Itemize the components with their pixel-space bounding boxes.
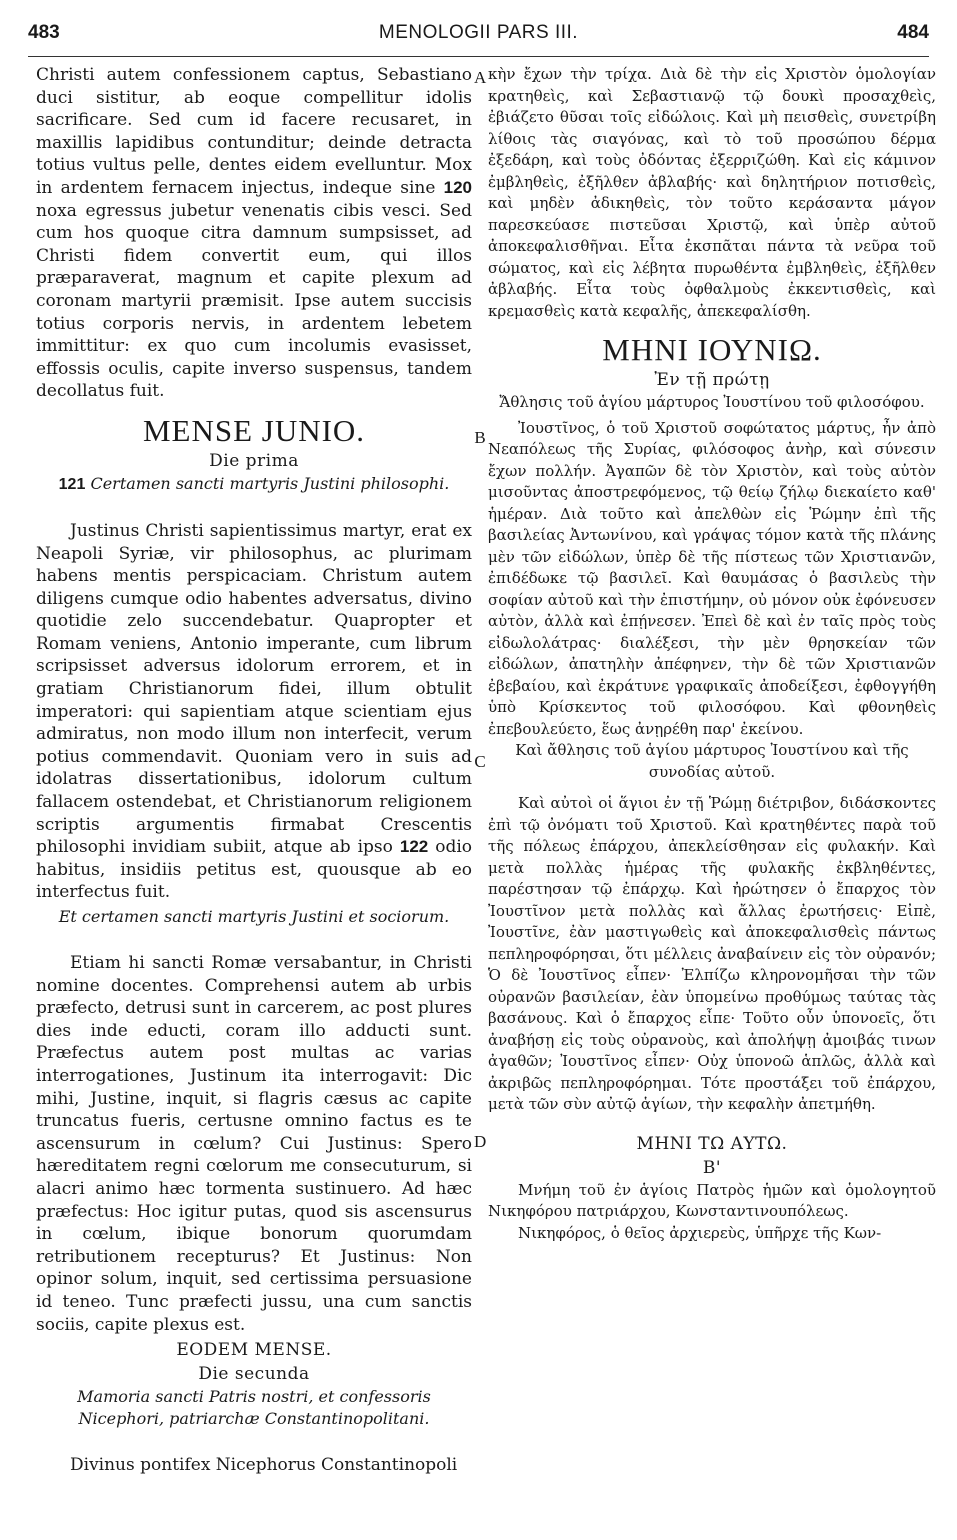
margin-marker-a: A: [474, 68, 487, 87]
latin-column: [36, 64, 472, 1477]
latin-intro-paragraph: Christi autem confessionem captus, Sebastiano duci sistitur, ab eoque compellitur idolis sacrificare. Sed cum id facere recusaret, in maxillis lapidibus contunditur; deinde detracta totius vultus pelle, dentes eidem evelluntur. Mox in ardentem fernacem injectus, indeque sine 120 noxa egressus jubetur venenatis cibis vesci. Sed cum hos quoque citra damnum sumpsisset, ad Christi fidem convertit eum, qui illos præparaverat, magnum et capite plexum ad coronam martyrii præmisit. Ipse autem succisis totius corporis nervis, in ardentem lebetem immittitur: ex quo cum incolumis evasisset, effossis oculis, capite inverso suspensus, tandem decollatus fuit.: [36, 65, 473, 402]
greek-month-heading: ΜΗΝΙ ΙΟΥΝΙΩ.: [602, 332, 822, 367]
latin-final-line: Divinus pontifex Nicephorus Constantinopoli: [70, 1455, 458, 1476]
greek-title-justin: Ἄθλησις τοῦ ἁγίου μάρτυρος Ἰουστίνου τοῦ φιλοσόφου.: [499, 393, 925, 411]
margin-marker-c: C: [474, 752, 486, 771]
section-number-121: 121: [58, 475, 86, 493]
latin-day-heading: Die prima: [209, 450, 299, 471]
latin-eodem-heading: EODEM MENSE.: [176, 1340, 332, 1361]
page-number-left: 483: [28, 22, 60, 43]
greek-same-month-heading: ΜΗΝΙ ΤΩ ΑΥΤΩ.: [636, 1133, 788, 1154]
section-number-122: 122: [399, 837, 429, 857]
latin-title-sociorum: Et certamen sancti martyris Justini et sociorum.: [58, 907, 450, 926]
margin-marker-b: B: [474, 428, 486, 447]
latin-paragraph-justinus: Justinus Christi sapientissimus martyr, erat ex Neapoli Syriæ, vir philosophus, ac plurimam habens mentis perspicaciam. Christum autem diligens cumque odio habentes adversatus, divino quotidie zelo succendebatur. Quapropter et Romam veniens, Antonio imperante, cum librum scripsisset adversus idolorum errorem, et in gratiam Christianorum fidei, illum obtulit imperatori: qui sapientiam atque scientiam ejus admiratus, non modo illum non interfecit, verum potius commendavit. Quoniam vero in suis ad idolatras dissertationibus, idolorum cultum fallacem ostendebat, et Christianorum religionem scriptis argumentis firmabat Crescentis philosophi invidiam subiit, atque ab ipso 122 odio habitus, insidiis petitus est, quousque ab eo interfectus fuit.: [36, 520, 473, 903]
latin-month-heading: MENSE JUNIO.: [142, 412, 366, 448]
running-title: MENOLOGII PARS III.: [378, 22, 579, 43]
latin-title-nicephori: Mamoria sancti Patris nostri, et confessoris Nicephori, patriarchæ Constantinopolitani.: [77, 1387, 431, 1429]
greek-intro-paragraph: κὴν ἔχων τὴν τρίχα. Διὰ δὲ τὴν εἰς Χριστὸν ὁμολογίαν κρατηθεὶς, καὶ Σεβαστιανῷ τῷ δουκὶ προσαχθεὶς, ἐβιάζετο θῦσαι τοῖς εἰδώλοις. Καὶ μὴ πεισθεὶς, συνετρίβη λίθοις τὰς σιαγόνας, καὶ τὸ τοῦ προσώπου δέρμα ἐξεδάρη, καὶ τοὺς ὀδόντας ἐξερριζώθη. Καὶ εἰς κάμινον ἐμβληθεὶς, ἐξῆλθεν ἀβλαβής· καὶ δηλητήριον ποτισθεὶς, καὶ μηδὲν ἀδικηθεὶς, τὸν τοῦτο κεράσαντα μάγον παρεσκεύασε πιστεῦσαι Χριστῷ, καὶ ὑπὲρ αὐτοῦ ἀποκεφαλισθῆναι. Εἶτα ἐκσπᾶται πάντα τὰ νεῦρα τοῦ σώματος, καὶ εἰς λέβητα πυρωθέντα ἐμβληθεὶς, ἐξῆλθεν ἀβλαβής. Εἶτα τοὺς ὀφθαλμοὺς ἐκκεντισθεὶς, καὶ κρεμασθεὶς κατὰ κεφαλῆς, ἀπεκεφαλίσθη.: [488, 65, 936, 320]
header-rule: [28, 56, 929, 57]
latin-paragraph-sociorum: Etiam hi sancti Romæ versabantur, in Christi nomine docentes. Comprehensi autem ab urbis præfecto, detrusi sunt in carcerem, ac post plures dies inde educti, coram illo adducti sunt. Præfectus autem post multas ac varias interrogationes, Justinum ita interrogavit: Dic mihi, Justine, inquit, si flagris cæsus ac capite truncatus fueris, certusne omnino factus es te ascensurum in cœlum? Cui Justinus: Spero hæreditatem regni cœlorum me consecuturum, si alacri animo hæc tormenta sustinuero. Ad hæc præfectus: Hoc igitur putas, quod sis ascensurus in cœlum, ibique bonorum quorumdam retributionem recepturus? Et Justinus: Non opinor solum, inquit, sed certissima persuasione id teneo. Tunc præfecti jussu, una cum sanctis sociis, capite plexus est.: [36, 953, 472, 1335]
page-number-right: 484: [897, 22, 929, 43]
greek-final-line: Νικηφόρος, ὁ θεῖος ἀρχιερεὺς, ὑπῆρχε τῆς Κων-: [518, 1223, 882, 1242]
greek-day-heading: Ἐν τῇ πρώτῃ: [654, 370, 770, 390]
page-header: [28, 16, 929, 56]
latin-day-two-heading: Die secunda: [198, 1364, 310, 1385]
greek-day-two-heading: Β': [702, 1157, 722, 1178]
greek-paragraph-sociorum: Καὶ αὐτοὶ οἱ ἅγιοι ἐν τῇ Ῥώμῃ διέτριβον, διδάσκοντες ἐπὶ τῷ ὀνόματι τοῦ Χριστοῦ. Καὶ κρατηθέντες παρὰ τοῦ τῆς πόλεως ἐπάρχου, ἀπεκλείσθησαν εἰς φυλακήν. Καὶ μετὰ πολλὰς ἡμέρας τῆς φυλακῆς ἐκβληθέντες, παρέστησαν τῷ ἐπάρχῳ. Καὶ ἠρώτησεν ὁ ἔπαρχος τὸν Ἰουστῖνον μετὰ πολλὰς καὶ ἄλλας ἐρωτήσεις· Εἰπὲ, Ἰουστῖνε, ἐὰν μαστιγωθεὶς καὶ ἀποκεφαλισθεὶς πάντως πεπληροφόρησαι, ὅτι μέλλεις ἀναβαίνειν εἰς τὸν οὐρανόν; Ὁ δὲ Ἰουστῖνος εἶπεν· Ἐλπίζω κληρονομῆσαι τὴν τῶν οὐρανῶν βασιλείαν, ἐὰν ὑπομείνω προθύμως ταύτας τὰς βασάνους. Καὶ ὁ ἔπαρχος εἶπε· Τοῦτο οὖν ὑπονοεῖς, ὅτι ἀναβήσῃ εἰς τοὺς οὐρανοὺς, καὶ ἀπολήψῃ ἀμοιβάς τινων ἀγαθῶν; Ἰουστῖνος εἶπεν· Οὐχ ὑπονοῶ ἁπλῶς, ἀλλὰ καὶ ἀκριβῶς πεπληροφόρημαι. Τότε προστάξει τοῦ ἐπάρχου, μετὰ τῶν σὺν αὐτῷ ἁγίων, τὴν κεφαλὴν ἀπετμήθη.: [488, 794, 936, 1113]
greek-title-nicephori: Μνήμη τοῦ ἐν ἁγίοις Πατρὸς ἡμῶν καὶ ὁμολογητοῦ Νικηφόρου πατριάρχου, Κωνσταντινουπόλεως.: [488, 1180, 936, 1220]
greek-paragraph-justinus: Ἰουστῖνος, ὁ τοῦ Χριστοῦ σοφώτατος μάρτυς, ἦν ἀπὸ Νεαπόλεως τῆς Συρίας, φιλόσοφος ἀνὴρ, καὶ σύνεσιν ἔχων πολλήν. Ἀγαπῶν δὲ τὸν Χριστὸν, καὶ τοὺς αὐτὸν μισοῦντας ἀποστρεφόμενος, τῷ θείῳ ζήλῳ διεκαίετο καθ' ἡμέραν. Διὰ τοῦτο καὶ ἀπελθὼν εἰς Ῥώμην ἐπὶ τῆς βασιλείας Ἀντωνίνου, καὶ γράψας τόμον κατὰ τῆς πλάνης μὲν τῶν εἰδώλων, ὑπὲρ δὲ τῆς πίστεως τῶν Χριστιανῶν, ἐπιδέδωκε τῷ βασιλεῖ. Καὶ θαυμάσας ὁ βασιλεὺς τὴν σοφίαν αὐτοῦ καὶ τὴν ἐπιστήμην, οὐ μόνον οὐκ ἐφόνευσεν αὐτὸν, ἀλλὰ καὶ ἐπῄνεσεν. Ἐπεὶ δὲ καὶ ἐν ταῖς πρὸς τοὺς εἰδωλολάτρας· διαλέξεσι, τὴν μὲν θρησκείαν τῶν εἰδώλων, ἀπατηλὴν ἀπέφηνεν, τὴν δὲ τῶν Χριστιανῶν ἐβεβαίου, καὶ ἐκράτυνε γραφικαῖς ἀποδείξεσι, ἐφθογγήθη ὑπὸ Κρίσκεντος τοῦ φιλοσόφου. Καὶ φθονηθεὶς ἐπεβουλεύετο, ἕως ἀνῃρέθη παρ' ἐκείνου.: [488, 418, 936, 738]
greek-column: [488, 64, 936, 1244]
section-number-120: 120: [443, 177, 473, 197]
greek-title-sociorum: Καὶ ἄθλησις τοῦ ἁγίου μάρτυρος Ἰουστίνου καὶ τῆς συνοδίας αὐτοῦ.: [515, 741, 909, 781]
latin-title-justin: 121 Certamen sancti martyris Justini philosophi.: [58, 473, 450, 493]
margin-marker-d: D: [474, 1132, 487, 1151]
